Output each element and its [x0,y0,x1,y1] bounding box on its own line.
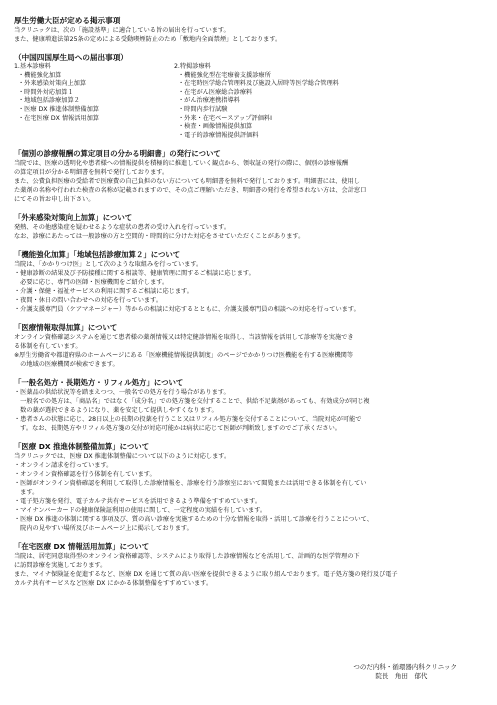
special-fee-item: ・時間内歩行試験 [178,105,228,113]
section-line: ・医薬品の供給状況等を踏まえつつ、一般名での処方を行う場合があります。 [14,389,230,397]
section-line: ・介護支援専門員（ケアマネージャー）等からの相談に対応するとともに、介護支援専門員の相談への対応を行っています。 [14,306,360,314]
filing-title: （中国四国厚生局への届出事項） [14,53,128,62]
special-fee-item: ・在宅がん医療総合診療料 [178,88,253,96]
section-line: ・マイナンバーカードの健康保険証利用の使用に関して、一定程度の実績を有しています。 [14,507,267,515]
signature [353,663,457,681]
section-heading: 「機能強化加算」「地域包括診療加算２」について [14,250,181,260]
notice-header [14,16,483,44]
section-line: ・医師がオンライン資格確認を利用して取得した診療情報を、診療を行う診察室において閲覧または活用できる体制を有してい [14,480,367,488]
special-fee-item: ・外来・在宅ベースアップ評価料Ⅰ [178,114,272,122]
basic-fee-item: ・機能強化加算 [18,71,62,79]
notice-line-2: また、健康増進法第25条の定めによる受動喫煙防止のため「敷地内全面禁煙」としております。 [14,36,282,43]
section-line: ます。 [14,489,39,497]
infection-control-section [14,213,483,241]
section-heading: 「医療情報取得加算」について [14,323,118,333]
section-line: た薬剤の名称や行われた検査の名称が記載されますので、その点ご理解いただき、明細書の発行を希望されない方は、会計窓口 [14,187,367,195]
section-line: オンライン資格確認システムを通じて患者様の薬剤情報又は特定健診情報を取得し、当該情報を活用して診療等を実施でき [14,334,354,342]
basic-fees-title: 1.基本診療料 [14,63,51,70]
special-fee-item: ・機能強化型在宅療養支援診療所 [178,71,271,79]
filing-columns [14,63,483,140]
filing-section [14,53,483,140]
section-line: ・オンライン資格確認を行う体制を有しています。 [14,471,156,479]
medical-dx-section [14,442,483,533]
section-line: の地域の医療機関が検索できます。 [14,361,119,369]
section-line: 一般名での処方は、「商品名」ではなく「成分名」での処方箋を交付することで、供給不足薬剤があっても、有効成分が同じ複 [14,398,370,406]
basic-fee-item: ・地域包括診療加算２ [18,97,80,105]
basic-fee-item: ・医療 DX 推進体制整備加算 [18,105,99,113]
basic-fee-item: ・在宅医療 DX 情報活用加算 [18,114,99,122]
family-doctor-section [14,250,483,314]
section-heading: 「一般名処方・長期処方・リフィル処方」について [14,378,184,388]
section-line: また、マイナ保険証を促進するなど、医療 DX を通じて質の高い医療を提供できるように取り組んでおります。電子処方箋の発行及び電子 [14,571,398,579]
special-fee-item: ・電子的診療情報提供評価料 [178,131,259,139]
section-line: 当院は、「かかりつけ医」として次のような取組みを行っています。 [14,261,203,269]
clinic-name: つのだ内科・循環器内科クリニック [353,663,457,671]
section-line: 当院は、居宅同意取得型のオンライン資格確認等、システムにより取得した診療情報などを活用して、計画的な医学管理の下 [14,553,360,561]
section-line: る体制を有しています。 [14,343,82,351]
home-care-dx-section [14,542,483,588]
section-line: ・オンライン請求を行っています。 [14,462,113,470]
section-line: ・夜間・休日の問い合わせへの対応を行っています。 [14,297,163,305]
section-heading: 「外来感染対策向上加算」について [14,213,133,223]
section-line: ・患者さんの状態に応じ、28日以上の長期の投薬を行うこと又はリフィル処方箋を交付することについて、当院対応が可能で [14,416,362,424]
notice-title: 厚生労働大臣が定める掲示事項 [14,16,121,25]
basic-fee-item: ・時間外対応加算１ [18,88,74,96]
special-fees-column [174,63,474,140]
basic-fees-column [14,63,174,140]
statement-section [14,149,483,204]
section-line: にてその旨お申し出下さい。 [14,196,95,204]
section-line: カルテ共有サービスなど医療 DX にかかる体制整備をすすめています。 [14,580,213,588]
section-line: 必要に応じ、専門の医師・医療機関をご紹介します。 [14,279,169,287]
section-line: ・健康診断の結果及び予防接種に関する相談等、健康管理に関するご相談に応じます。 [14,270,255,278]
section-line: 院内の見やすい場所及びホームページ上に掲示しております。 [14,525,193,533]
director-name: 院長 角田 郁代 [375,672,428,680]
section-line: ・介護・保健・福祉サービスの利用に関するご相談に応じます。 [14,288,193,296]
special-fee-item: ・在宅時医学総合管理料及び施設入居時等医学総合管理料 [178,80,339,88]
section-line: 当クリニックでは、医療 DX 推進体制整備について以下のように対応します。 [14,453,231,461]
section-line: ・電子処方箋を発行、電子カルテ共有サービスを活用できるよう準備をすすめています。 [14,498,262,506]
section-line: ・医療 DX 推進の体制に関する事項及び、質の高い診療を実施するための十分な情報を取得・活用して診療を行うことについて、 [14,516,373,524]
basic-fee-item: ・外来感染対策向上加算 [18,80,87,88]
section-heading: 「在宅医療 DX 情報活用加算」について [14,542,150,552]
section-heading: 「医療 DX 推進体制整備加算」について [14,442,150,452]
section-line: の算定項目が分かる明細書を無料で発行しております。 [14,169,169,177]
section-line: 発熱、その他感染症を疑わせるような症状の患者の受け入れを行っています。 [14,224,231,232]
special-fee-item: ・がん治療連携指導料 [178,97,240,105]
prescription-section [14,378,483,433]
section-line: ※厚生労働省や都道府県のホームページにある「医療機能情報提供制度」のページでかかりつけ医機能を有する医療機関等 [14,352,354,360]
section-line: 数の薬が選択できるようになり、薬を安定して提供しやすくなります。 [14,407,218,415]
section-line: なお、診療にあたっては一般診療の方と空間的・時間的に分けた対応をさせていただくことがあります。 [14,233,305,241]
notice-line-1: 当クリニックは、次の「施設基準」に適合している旨の届出を行っています。 [14,27,230,34]
section-heading: 「個別の診療報酬の算定項目の分かる明細書」の発行について [14,149,221,159]
section-line: 当院では、医療の透明化や患者様への情報提供を積極的に推進していく観点から、領収証の発行の際に、個別の診療報酬 [14,160,349,168]
section-line: また、公費負担医療の受給者で医療費の自己負担のない方についても明細書を無料で発行しております。明細書には、使用し [14,178,360,186]
special-fees-title: 2.特掲診療料 [174,63,211,70]
medical-info-section [14,323,483,369]
section-line: に訪問診療を実施しております。 [14,562,107,570]
section-line: す。なお、長期処方やリフィル処方箋の交付が対応可能かは病状に応じて医師が判断致しますのでご了承ください。 [14,425,341,433]
special-fee-item: ・検査・画像情報提供加算 [178,123,253,131]
